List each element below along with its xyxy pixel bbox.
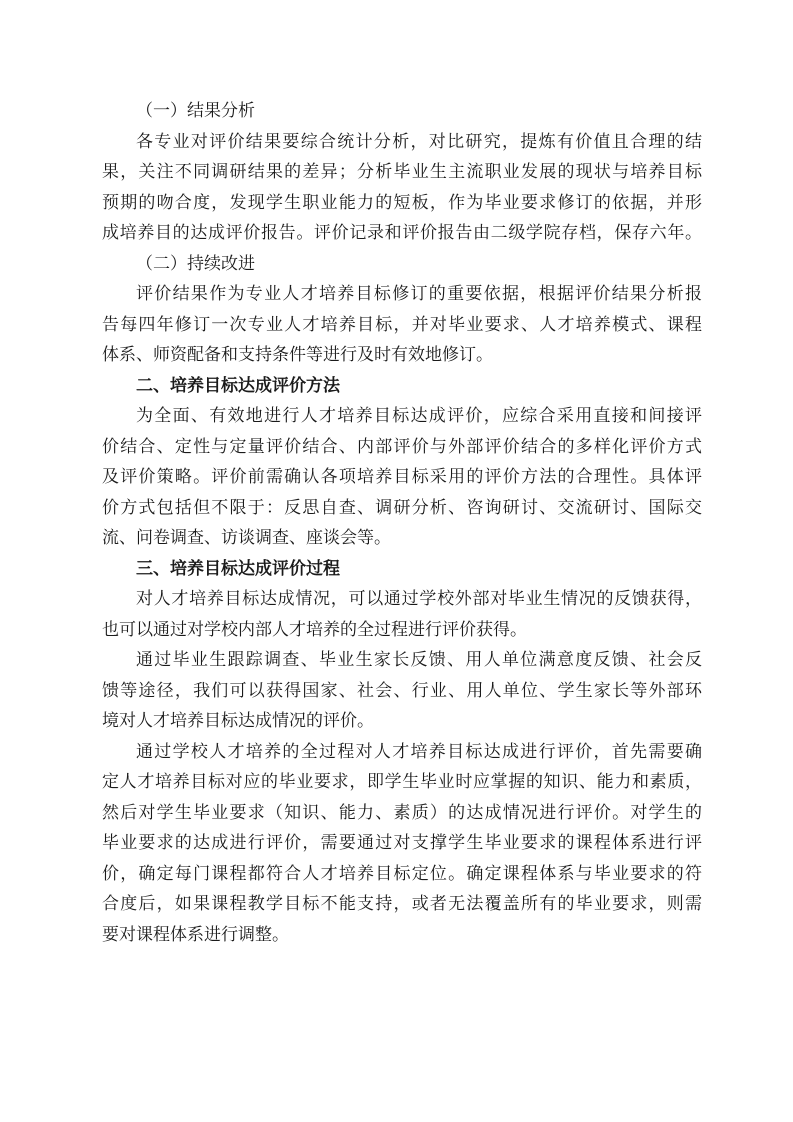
paragraph-line: 对人才培养目标达成情况，可以通过学校外部对毕业生情况的反馈获得，: [136, 589, 702, 609]
section-heading-continuous-improvement: （二）持续改进: [136, 253, 255, 274]
paragraph-line: 合度后，如果课程教学目标不能支持，或者无法覆盖所有的毕业要求，则需: [102, 894, 702, 914]
paragraph-line: 毕业要求的达成进行评价，需要通过对支撑学生毕业要求的课程体系进行评: [102, 833, 702, 853]
paragraph-line: 体系、师资配备和支持条件等进行及时有效地修订。: [102, 345, 493, 365]
paragraph-line: 及评价策略。评价前需确认各项培养目标采用的评价方法的合理性。具体评: [102, 467, 702, 487]
paragraph-line: 也可以通过对学校内部人才培养的全过程进行评价获得。: [102, 619, 527, 640]
section-heading-evaluation-methods: 二、培养目标达成评价方法: [136, 375, 340, 396]
paragraph-line: 定人才培养目标对应的毕业要求，即学生毕业时应掌握的知识、能力和素质，: [102, 772, 702, 792]
paragraph-line: 境对人才培养目标达成情况的评价。: [102, 711, 374, 731]
paragraph-line: 流、问卷调查、访谈调查、座谈会等。: [102, 528, 391, 548]
paragraph-line: 为全面、有效地进行人才培养目标达成评价，应综合采用直接和间接评: [136, 406, 702, 426]
paragraph-line: 果，关注不同调研结果的差异；分析毕业生主流职业发展的现状与培养目标: [102, 162, 702, 182]
paragraph-line: 要对课程体系进行调整。: [102, 924, 289, 945]
paragraph-line: 各专业对评价结果要综合统计分析，对比研究，提炼有价值且合理的结: [136, 131, 702, 152]
paragraph-line: 通过学校人才培养的全过程对人才培养目标达成进行评价，首先需要确: [136, 741, 702, 762]
paragraph-line: 成培养目的达成评价报告。评价记录和评价报告由二级学院存档，保存六年。: [102, 223, 702, 243]
paragraph-line: 价，确定每门课程都符合人才培养目标定位。确定课程体系与毕业要求的符: [102, 863, 702, 884]
paragraph-line: 告每四年修订一次专业人才培养目标，并对毕业要求、人才培养模式、课程: [102, 314, 702, 335]
paragraph-line: 价方式包括但不限于：反思自查、调研分析、咨询研讨、交流研讨、国际交: [102, 497, 702, 518]
section-heading-evaluation-process: 三、培养目标达成评价过程: [136, 558, 340, 579]
paragraph-line: 预期的吻合度，发现学生职业能力的短板，作为毕业要求修订的依据，并形: [102, 192, 702, 213]
paragraph-line: 然后对学生毕业要求（知识、能力、素质）的达成情况进行评价。对学生的: [102, 802, 702, 823]
paragraph-line: 评价结果作为专业人才培养目标修订的重要依据，根据评价结果分析报: [136, 284, 702, 304]
document-page: [102, 96, 702, 950]
paragraph-line: 通过毕业生跟踪调查、毕业生家长反馈、用人单位满意度反馈、社会反: [136, 650, 702, 670]
paragraph-line: 馈等途径，我们可以获得国家、社会、行业、用人单位、学生家长等外部环: [102, 680, 702, 701]
section-heading-result-analysis: （一）结果分析: [136, 101, 255, 121]
paragraph-line: 价结合、定性与定量评价结合、内部评价与外部评价结合的多样化评价方式: [102, 436, 702, 457]
